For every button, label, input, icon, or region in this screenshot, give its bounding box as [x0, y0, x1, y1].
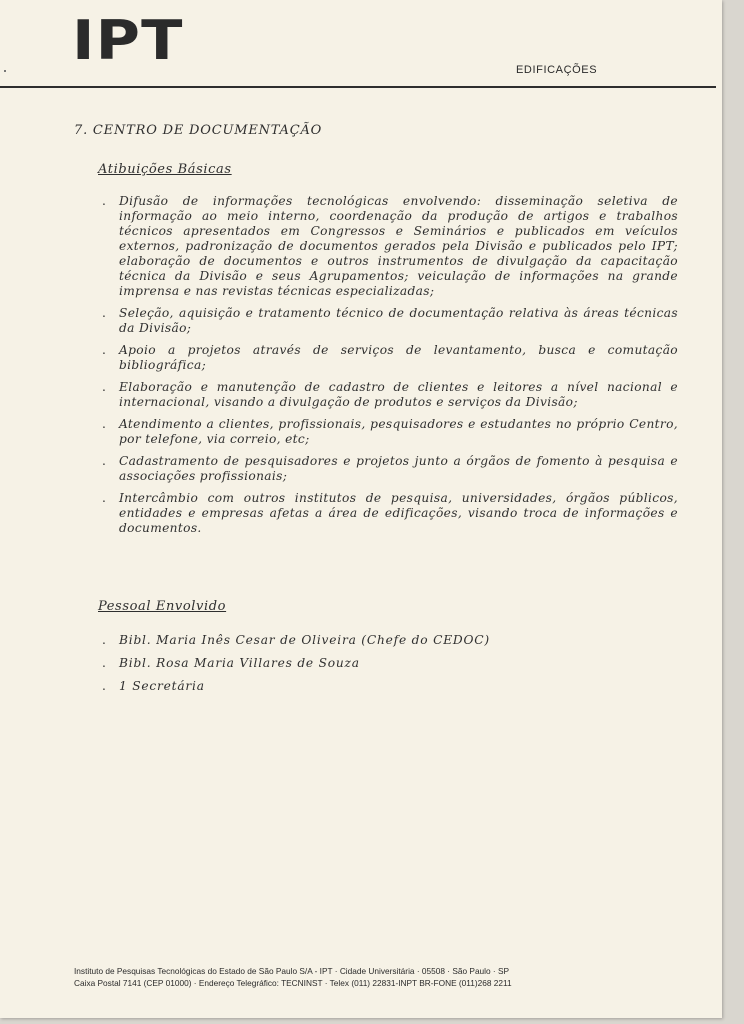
- section-label: EDIFICAÇÕES: [516, 64, 598, 76]
- bullet: .: [102, 194, 107, 208]
- footer-line: Caixa Postal 7141 (CEP 01000) · Endereço Telegráfico: TECNINST · Telex (011) 22831-INPT BR-FONE (011)268 2211: [74, 978, 512, 988]
- duty-text: Apoio a projetos através de serviços de levantamento, busca e comutação bibliográfica;: [119, 343, 678, 372]
- bullet: .: [102, 343, 107, 357]
- staff-member: Bibl. Rosa Maria Villares de Souza: [119, 656, 360, 670]
- staff-member: 1 Secretária: [119, 679, 205, 693]
- duty-text: Atendimento a clientes, profissionais, pesquisadores e estudantes no próprio Centro, por telefone, via correio, etc;: [119, 417, 678, 446]
- bullet: .: [102, 380, 107, 394]
- bullet: .: [102, 633, 107, 647]
- list-item: [102, 679, 678, 694]
- staff-title: Pessoal Envolvido: [98, 599, 227, 614]
- list-item: [102, 306, 678, 336]
- list-item: [102, 656, 678, 671]
- list-item: [102, 194, 678, 299]
- list-item: [102, 491, 678, 536]
- duties-title: Atibuições Básicas: [98, 162, 232, 177]
- list-item: [102, 633, 678, 648]
- bullet: .: [102, 491, 107, 505]
- duty-text: Intercâmbio com outros institutos de pesquisa, universidades, órgãos públicos, entidades e empresas afetas a área de edificações, visando troca de informações e documentos.: [119, 491, 678, 535]
- duty-text: Seleção, aquisição e tratamento técnico de documentação relativa às áreas técnicas da Divisão;: [119, 306, 678, 335]
- ipt-logo: IPT: [72, 9, 184, 72]
- bullet: .: [102, 454, 107, 468]
- staff-list: [102, 633, 678, 702]
- header-rule: [0, 86, 716, 88]
- footer-line: Instituto de Pesquisas Tecnológicas do Estado de São Paulo S/A - IPT · Cidade Universitária · 05508 · São Paulo · SP: [74, 966, 510, 976]
- page-heading: 7. CENTRO DE DOCUMENTAÇÃO: [74, 123, 323, 138]
- bullet: .: [102, 417, 107, 431]
- list-item: [102, 380, 678, 410]
- duty-text: Cadastramento de pesquisadores e projetos junto a órgãos de fomento à pesquisa e associações profissionais;: [119, 454, 678, 483]
- duties-list: [102, 194, 678, 543]
- paper-speck: [4, 70, 6, 72]
- list-item: [102, 454, 678, 484]
- bullet: .: [102, 679, 107, 693]
- list-item: [102, 417, 678, 447]
- staff-member: Bibl. Maria Inês Cesar de Oliveira (Chefe do CEDOC): [119, 633, 490, 647]
- duty-text: Elaboração e manutenção de cadastro de clientes e leitores a nível nacional e internacional, visando a divulgação de produtos e serviços da Divisão;: [119, 380, 678, 409]
- duty-text: Difusão de informações tecnológicas envolvendo: disseminação seletiva de informação ao meio interno, coordenação da produção de artigos e trabalhos técnicos apresentados em Congressos e Seminários e publicados em veículos externos, padronização de documentos gerados pela Divisão e publicados pelo IPT; elaboração de documentos e outros instrumentos de divulgação da capacitação técnica da Divisão e seus Agrupamentos; veiculação de informações na grande imprensa e nas revistas técnicas especializadas;: [119, 194, 678, 298]
- bullet: .: [102, 306, 107, 320]
- list-item: [102, 343, 678, 373]
- footer-address: [74, 965, 512, 989]
- bullet: .: [102, 656, 107, 670]
